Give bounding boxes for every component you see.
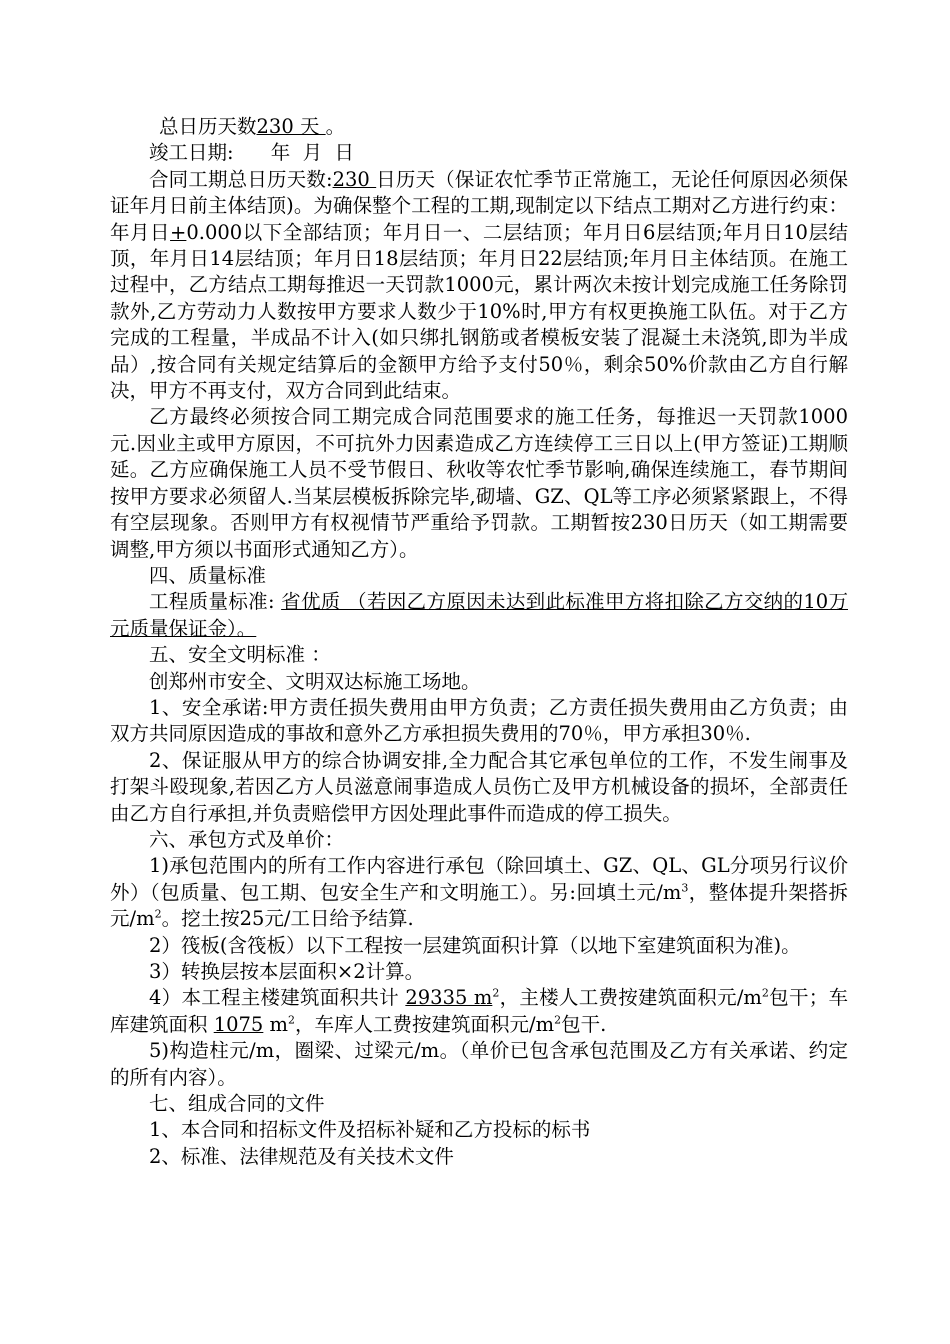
pricing-item-2: 2）筏板(含筏板）以下工程按一层建筑面积计算（以地下室建筑面积为准)。 bbox=[149, 933, 801, 957]
garage-area-value: 1075 bbox=[213, 1012, 264, 1036]
pricing-item-1: 1)承包范围内的所有工作内容进行承包（除回填土、GZ、QL、GL分项另行议价外）（包质量、包工期、包安全生产和文明施工）。另:回填土元$/m^3$，整体提升架搭拆元$/m^2$。挖土按25元/工日给予结算. bbox=[110, 854, 848, 931]
safety-goal-paragraph: 创郑州市安全、文明双达标施工场地。 bbox=[149, 669, 481, 693]
contract-page bbox=[110, 114, 848, 1170]
pricing-item-3: 3）转换层按本层面积×2计算。 bbox=[149, 960, 425, 983]
section-pricing-heading: 六、承包方式及单价： bbox=[149, 827, 345, 851]
section-safety-heading: 五、安全文明标准 ： bbox=[149, 643, 331, 667]
pricing-item-5: 5)构造柱元/m，圈梁、过梁元/m。（单价已包含承包范围及乙方有关承诺、约定的所有内容）。 bbox=[110, 1039, 848, 1089]
quality-standard-value: 省优质 （若因乙方原因未达到此标准甲方将扣除乙方交纳的10万元质量保证金）。 bbox=[110, 590, 848, 640]
section-quality-heading: 四、质量标准 bbox=[149, 563, 267, 587]
main-building-area-value: 29335 m bbox=[405, 986, 493, 1010]
contract-days-value: 230 bbox=[332, 167, 377, 191]
completion-date-line: 竣工日期: 年 月 日 bbox=[149, 141, 355, 165]
section-documents-heading: 七、组成合同的文件 bbox=[149, 1092, 325, 1116]
document-item-2: 2、标准、法律规范及有关技术文件 bbox=[149, 1144, 454, 1168]
total-days-line: 总日历天数230 天 。 bbox=[159, 115, 346, 138]
safety-item-1: 1、安全承诺:甲方责任损失费用由甲方负责；乙方责任损失费用由乙方负责；由双方共同原因造成的事故和意外乙方承担损失费用的70％，甲方承担30％. bbox=[110, 695, 848, 746]
quality-standard-paragraph: 工程质量标准: 省优质 （若因乙方原因未达到此标准甲方将扣除乙方交纳的10万元质量保证金）。 bbox=[110, 590, 848, 640]
delay-penalty-paragraph: 乙方最终必须按合同工期完成合同范围要求的施工任务，每推迟一天罚款1000元.因业主或甲方原因，不可抗外力因素造成乙方连续停工三日以上(甲方签证)工期顺延。乙方应确保施工人员不受节假日、秋收等农忙季节影响,确保连续施工，春节期间按甲方要求必须留人.当某层模板拆除完毕,砌墙、GZ、QL等工序必须紧紧跟上，不得有空层现象。否则甲方有权视情节严重给予罚款。工期暂按230日历天（如工期需要调整,甲方须以书面形式通知乙方）。 bbox=[110, 405, 848, 561]
pricing-item-4: 4）本工程主楼建筑面积共计 29335 $m^2$，主楼人工费按建筑面积元$/m^2$包干；车库建筑面积 1075 $m^2$，车库人工费按建筑面积元$/m^2$包干. bbox=[110, 986, 848, 1036]
schedule-paragraph: 合同工期总日历天数:230 日历天（保证农忙季节正常施工，无论任何原因必须保证年月日前主体结顶)。为确保整个工程的工期,现制定以下结点工期对乙方进行约束：年月日+0.000以下全部结顶；年月日一、二层结顶；年月日6层结顶;年月日10层结顶，年月日14层结顶；年月日18层结顶；年月日22层结顶;年月日主体结顶。在施工过程中，乙方结点工期每推迟一天罚款1000元，累计两次未按计划完成施工任务除罚款外,乙方劳动力人数按甲方要求人数少于10%时,甲方有权更换施工队伍。对于乙方完成的工程量，半成品不计入(如只绑扎钢筋或者模板安装了混凝土未浇筑,即为半成品）,按合同有关规定结算后的金额甲方给予支付50％，剩余50%价款由乙方自行解决，甲方不再支付，双方合同到此结束。 bbox=[110, 167, 848, 403]
safety-item-2: 2、保证服从甲方的综合协调安排,全力配合其它承包单位的工作，不发生闹事及打架斗殴现象,若因乙方人员滋意闹事造成人员伤亡及甲方机械设备的损坏，全部责任由乙方自行承担,并负责赔偿甲方因处理此事件而造成的停工损失。 bbox=[110, 748, 848, 825]
document-item-1: 1、本合同和招标文件及招标补疑和乙方投标的标书 bbox=[149, 1118, 591, 1142]
total-days-value: 230 天 bbox=[256, 115, 326, 138]
